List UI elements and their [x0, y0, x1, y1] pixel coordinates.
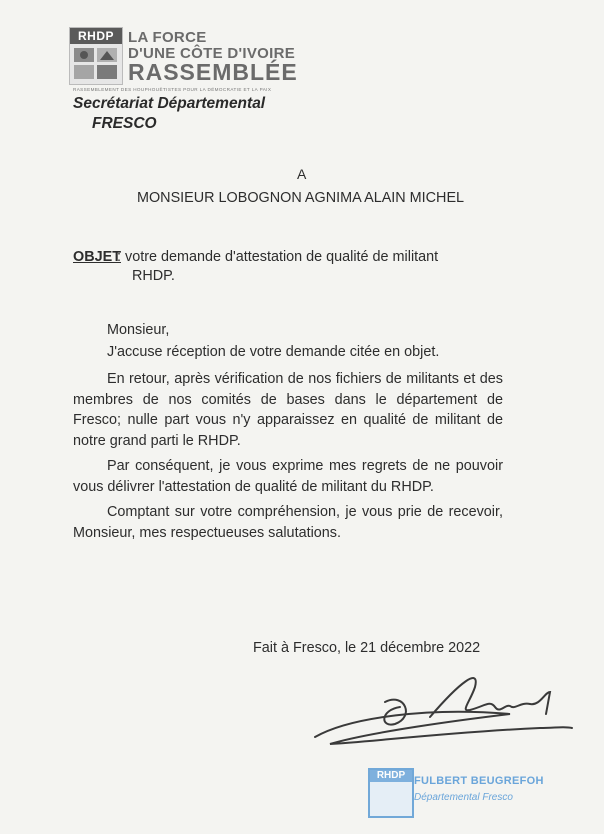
- stamp-name: FULBERT BEUGREFOH: [414, 775, 544, 787]
- paragraph-verification-text: En retour, après vérification de nos fichiers de militants et des membres de nos comités de bases dans le département de Fresco; nulle part vous n'y apparaissez en qualité de militant de notre grand parti le RHDP.: [73, 371, 503, 449]
- paragraph-closing-text: Comptant sur votre compréhension, je vous prie de recevoir, Monsieur, mes respectueuses salutations.: [73, 504, 503, 541]
- letterhead-tagline: RASSEMBLEMENT DES HOUPHOUËTISTES POUR LA DÉMOCRATIE ET LA PAIX: [73, 87, 272, 92]
- recipient-prefix: A: [297, 166, 307, 182]
- salutation: Monsieur,: [107, 322, 170, 338]
- rhdp-logo: [69, 27, 123, 85]
- stamp-logo: [368, 768, 414, 818]
- paragraph-acknowledgement: J'accuse réception de votre demande citée en objet.: [107, 344, 440, 360]
- stamp-logo-text: RHDP: [370, 770, 412, 782]
- letterhead-slogan-line1: LA FORCE: [128, 29, 207, 46]
- paragraph-closing: [73, 502, 503, 543]
- objet-label: OBJET: [73, 249, 121, 265]
- objet-text-continuation: RHDP.: [132, 268, 175, 284]
- elephant-house-icon: [73, 47, 119, 81]
- place-and-date: Fait à Fresco, le 21 décembre 2022: [253, 640, 481, 656]
- paragraph-regrets-text: Par conséquent, je vous exprime mes regrets de ne pouvoir vous délivrer l'attestation de qualité de militant du RHDP.: [73, 458, 503, 495]
- department-city: FRESCO: [92, 115, 157, 132]
- paragraph-regrets: [73, 456, 503, 497]
- recipient-name: MONSIEUR LOBOGNON AGNIMA ALAIN MICHEL: [137, 190, 465, 206]
- letterhead-slogan-line3: RASSEMBLÉE: [128, 59, 298, 85]
- handwritten-signature: [310, 662, 580, 762]
- logo-brand-text: RHDP: [70, 28, 122, 44]
- department-title: Secrétariat Départemental: [73, 95, 266, 112]
- letterhead-slogan-line2: D'UNE CÔTE D'IVOIRE: [128, 45, 296, 62]
- stamp-title: Départemental Fresco: [414, 792, 513, 803]
- objet-text: : votre demande d'attestation de qualité de militant: [117, 249, 439, 265]
- paragraph-verification: [73, 369, 503, 451]
